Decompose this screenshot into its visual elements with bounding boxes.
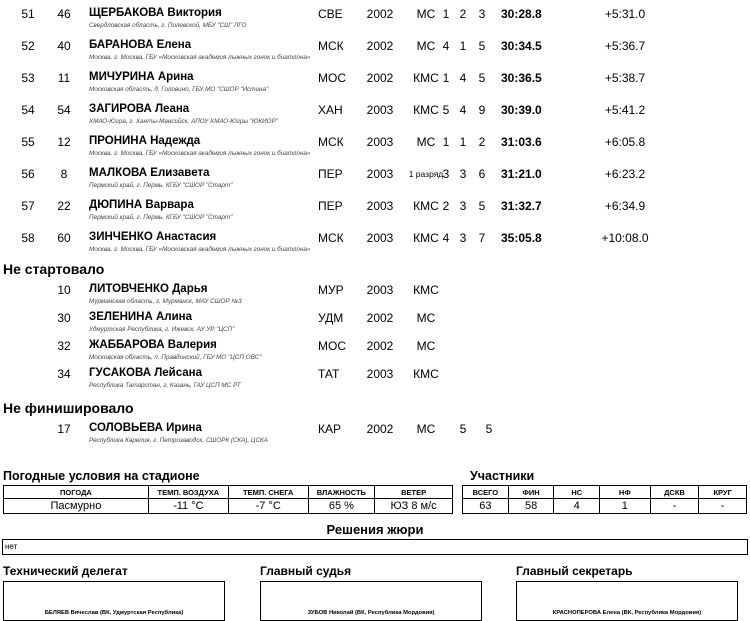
weather-value-row bbox=[4, 499, 453, 514]
dns-row bbox=[0, 309, 750, 337]
birth-year: 2003 bbox=[366, 135, 394, 149]
sport-rank: КМС bbox=[413, 283, 439, 297]
shooting-total: 7 bbox=[478, 231, 486, 245]
participants-header: ВСЕГО bbox=[463, 486, 509, 499]
result-time: 35:05.8 bbox=[501, 231, 542, 245]
result-row bbox=[0, 5, 750, 33]
birth-year: 2003 bbox=[366, 283, 394, 297]
athlete-name: ГУСАКОВА Лейсана bbox=[89, 367, 203, 379]
shooting-1: 5 bbox=[442, 103, 450, 117]
athlete-name: ЛИТОВЧЕНКО Дарья bbox=[89, 283, 208, 295]
shooting-2: 3 bbox=[459, 231, 467, 245]
jury-decision-text: нет bbox=[5, 542, 18, 551]
shooting-1: 2 bbox=[442, 199, 450, 213]
athlete-team: Московская область, д. Головино, ГБУ МО "СШОР "Истина" bbox=[89, 86, 269, 93]
dns-count: 4 bbox=[554, 499, 600, 514]
birth-year: 2003 bbox=[366, 231, 394, 245]
result-row bbox=[0, 133, 750, 161]
dns-row bbox=[0, 365, 750, 393]
participants-title: Участники bbox=[470, 469, 535, 483]
sport-rank: 1 разряд bbox=[408, 169, 444, 179]
shooting-total: 9 bbox=[478, 103, 486, 117]
chief-secretary-name: КРАСНОПЕРОВА Елена (ВК, Республика Мордовия) bbox=[552, 610, 702, 616]
total-count: 63 bbox=[463, 499, 509, 514]
place: 51 bbox=[21, 7, 35, 21]
place: 57 bbox=[21, 199, 35, 213]
birth-year: 2002 bbox=[366, 422, 394, 436]
result-time: 31:32.7 bbox=[501, 199, 542, 213]
result-time: 30:39.0 bbox=[501, 103, 542, 117]
athlete-team: Москва, г. Москва, ГБУ «Московская академия лыжных гонок и биатлона» bbox=[89, 246, 311, 253]
result-time: 31:21.0 bbox=[501, 167, 542, 181]
dnf-section-title: Не финишировало bbox=[3, 400, 134, 416]
dns-row bbox=[0, 337, 750, 365]
region: МСК bbox=[318, 231, 344, 245]
athlete-team: Пермский край, г. Пермь, КГБУ "СШОР "Старт" bbox=[89, 214, 233, 221]
participants-header: КРУГ bbox=[699, 486, 747, 499]
sport-rank: КМС bbox=[413, 71, 439, 85]
region: МУР bbox=[318, 283, 344, 297]
place: 56 bbox=[21, 167, 35, 181]
shooting-total: 3 bbox=[478, 7, 486, 21]
bib-number: 12 bbox=[57, 135, 71, 149]
region: МОС bbox=[318, 339, 346, 353]
time-gap: +5:38.7 bbox=[604, 71, 646, 85]
dnf-count: 1 bbox=[600, 499, 651, 514]
region: МСК bbox=[318, 39, 344, 53]
birth-year: 2002 bbox=[366, 39, 394, 53]
chief-secretary-title: Главный секретарь bbox=[516, 564, 633, 578]
chief-judge-name: ЗУБОВ Николай (ВК, Республика Мордовия) bbox=[307, 610, 435, 616]
weather-condition: Пасмурно bbox=[4, 499, 149, 514]
athlete-name: СОЛОВЬЕВА Ирина bbox=[89, 422, 202, 434]
athlete-name: МАЛКОВА Елизавета bbox=[89, 167, 210, 179]
result-time: 31:03.6 bbox=[501, 135, 542, 149]
weather-header-row bbox=[4, 486, 453, 499]
athlete-name: ЗЕЛЕНИНА Алина bbox=[89, 311, 193, 323]
time-gap: +5:41.2 bbox=[604, 103, 646, 117]
shooting-total: 5 bbox=[478, 199, 486, 213]
result-time: 30:36.5 bbox=[501, 71, 542, 85]
place: 54 bbox=[21, 103, 35, 117]
place: 52 bbox=[21, 39, 35, 53]
snow-temperature: -7 °C bbox=[228, 499, 308, 514]
sport-rank: КМС bbox=[413, 231, 439, 245]
region: КАР bbox=[318, 422, 341, 436]
shooting-total: 5 bbox=[478, 71, 486, 85]
result-row bbox=[0, 229, 750, 257]
participants-header-row bbox=[463, 486, 747, 499]
region: СВЕ bbox=[318, 7, 343, 21]
birth-year: 2002 bbox=[366, 339, 394, 353]
dns-section-title: Не стартовало bbox=[3, 261, 105, 277]
finished-count: 58 bbox=[508, 499, 554, 514]
athlete-name: МИЧУРИНА Арина bbox=[89, 71, 194, 83]
region: ПЕР bbox=[318, 167, 343, 181]
athlete-team: Свердловская область, г. Полевской, МБУ "СШ" ЛГО bbox=[89, 22, 247, 29]
chief-judge-title: Главный судья bbox=[260, 564, 352, 578]
athlete-name: ЗИНЧЕНКО Анастасия bbox=[89, 231, 217, 243]
athlete-team: Пермский край, г. Пермь, КГБУ "СШОР "Старт" bbox=[89, 182, 233, 189]
athlete-name: ЖАББАРОВА Валерия bbox=[89, 339, 217, 351]
athlete-team: Мурманская область, г. Мурманск, МАУ СШОР №3 bbox=[89, 298, 242, 305]
shooting-2: 3 bbox=[459, 167, 467, 181]
weather-header: ПОГОДА bbox=[4, 486, 149, 499]
athlete-name: ПРОНИНА Надежда bbox=[89, 135, 201, 147]
participants-header: НФ bbox=[600, 486, 651, 499]
bib-number: 10 bbox=[57, 283, 71, 297]
time-gap: +5:36.7 bbox=[604, 39, 646, 53]
participants-table bbox=[462, 485, 747, 514]
athlete-team: Москва, г. Москва, ГБУ «Московская академия лыжных гонок и биатлона» bbox=[89, 150, 311, 157]
sport-rank: МС bbox=[416, 39, 436, 53]
birth-year: 2003 bbox=[366, 167, 394, 181]
result-row bbox=[0, 37, 750, 65]
birth-year: 2003 bbox=[366, 367, 394, 381]
chief-secretary-signature-box bbox=[516, 581, 738, 621]
birth-year: 2002 bbox=[366, 71, 394, 85]
shooting-1: 5 bbox=[459, 422, 467, 436]
result-row bbox=[0, 197, 750, 225]
participants-header: ФИН bbox=[508, 486, 554, 499]
shooting-1: 4 bbox=[442, 231, 450, 245]
athlete-name: ДЮПИНА Варвара bbox=[89, 199, 194, 211]
sport-rank: КМС bbox=[413, 199, 439, 213]
weather-header: ТЕМП. СНЕГА bbox=[228, 486, 308, 499]
weather-header: ВЛАЖНОСТЬ bbox=[308, 486, 375, 499]
bib-number: 60 bbox=[57, 231, 71, 245]
bib-number: 11 bbox=[57, 71, 71, 85]
shooting-2: 4 bbox=[459, 103, 467, 117]
shooting-1: 1 bbox=[442, 71, 450, 85]
humidity: 65 % bbox=[308, 499, 375, 514]
region: МОС bbox=[318, 71, 346, 85]
time-gap: +10:08.0 bbox=[601, 231, 649, 245]
shooting-1: 1 bbox=[442, 135, 450, 149]
shooting-2: 4 bbox=[459, 71, 467, 85]
technical-delegate-name: БЕЛЯЕВ Вячеслав (ВК, Удмуртская Республика) bbox=[44, 610, 184, 616]
birth-year: 2003 bbox=[366, 199, 394, 213]
region: УДМ bbox=[318, 311, 344, 325]
shooting-total: 5 bbox=[485, 422, 493, 436]
bib-number: 17 bbox=[57, 422, 71, 436]
region: ТАТ bbox=[318, 367, 340, 381]
air-temperature: -11 °C bbox=[148, 499, 228, 514]
participants-header: ДСКВ bbox=[650, 486, 699, 499]
bib-number: 22 bbox=[57, 199, 71, 213]
sport-rank: МС bbox=[416, 311, 436, 325]
bib-number: 54 bbox=[57, 103, 71, 117]
bib-number: 40 bbox=[57, 39, 71, 53]
shooting-2: 1 bbox=[459, 39, 467, 53]
dsq-count: - bbox=[650, 499, 699, 514]
sport-rank: КМС bbox=[413, 367, 439, 381]
bib-number: 46 bbox=[57, 7, 71, 21]
time-gap: +5:31.0 bbox=[604, 7, 646, 21]
time-gap: +6:23.2 bbox=[604, 167, 646, 181]
jury-decision-box bbox=[2, 539, 748, 555]
athlete-name: БАРАНОВА Елена bbox=[89, 39, 192, 51]
technical-delegate-signature-box bbox=[3, 581, 225, 621]
athlete-team: Удмуртская Республика, г. Ижевск, АУ УР "ЦСП" bbox=[89, 326, 235, 333]
athlete-name: ЩЕРБАКОВА Виктория bbox=[89, 7, 222, 19]
shooting-1: 1 bbox=[442, 7, 450, 21]
result-row bbox=[0, 101, 750, 129]
weather-header: ТЕМП. ВОЗДУХА bbox=[148, 486, 228, 499]
shooting-total: 2 bbox=[478, 135, 486, 149]
place: 53 bbox=[21, 71, 35, 85]
sport-rank: КМС bbox=[413, 103, 439, 117]
sport-rank: МС bbox=[416, 7, 436, 21]
technical-delegate-title: Технический делегат bbox=[3, 564, 128, 578]
weather-title: Погодные условия на стадионе bbox=[3, 469, 200, 483]
wind: ЮЗ 8 м/с bbox=[375, 499, 453, 514]
result-row bbox=[0, 165, 750, 193]
shooting-2: 1 bbox=[459, 135, 467, 149]
time-gap: +6:05.8 bbox=[604, 135, 646, 149]
sport-rank: МС bbox=[416, 422, 436, 436]
athlete-team: Московская область, п. Правдинский, ГБУ МО "ЦСП ОВС" bbox=[89, 354, 262, 361]
bib-number: 8 bbox=[60, 167, 68, 181]
result-row bbox=[0, 69, 750, 97]
bib-number: 34 bbox=[57, 367, 71, 381]
place: 58 bbox=[21, 231, 35, 245]
bib-number: 30 bbox=[57, 311, 71, 325]
athlete-team: ХМАО-Югра, г. Ханты-Мансийск, АПОУ ХМАО-Югры "ЮКИОР" bbox=[89, 118, 278, 125]
time-gap: +6:34.9 bbox=[604, 199, 646, 213]
shooting-2: 2 bbox=[459, 7, 467, 21]
athlete-team: Республика Татарстан, г. Казань, ГАУ ЦСП МС РТ bbox=[89, 382, 241, 389]
shooting-total: 6 bbox=[478, 167, 486, 181]
shooting-total: 5 bbox=[478, 39, 486, 53]
shooting-1: 4 bbox=[442, 39, 450, 53]
weather-header: ВЕТЕР bbox=[375, 486, 453, 499]
region: МСК bbox=[318, 135, 344, 149]
dns-row bbox=[0, 281, 750, 309]
dnf-row bbox=[0, 420, 750, 448]
region: ПЕР bbox=[318, 199, 343, 213]
shooting-2: 3 bbox=[459, 199, 467, 213]
chief-judge-signature-box bbox=[260, 581, 482, 621]
weather-table bbox=[3, 485, 453, 514]
result-time: 30:34.5 bbox=[501, 39, 542, 53]
place: 55 bbox=[21, 135, 35, 149]
jury-title: Решения жюри bbox=[326, 522, 424, 537]
region: ХАН bbox=[318, 103, 343, 117]
participants-value-row bbox=[463, 499, 747, 514]
sport-rank: МС bbox=[416, 135, 436, 149]
birth-year: 2002 bbox=[366, 311, 394, 325]
lapped-count: - bbox=[699, 499, 747, 514]
sport-rank: МС bbox=[416, 339, 436, 353]
result-time: 30:28.8 bbox=[501, 7, 542, 21]
birth-year: 2002 bbox=[366, 7, 394, 21]
athlete-team: Москва, г. Москва, ГБУ «Московская академия лыжных гонок и биатлона» bbox=[89, 54, 311, 61]
athlete-team: Республика Карелия, г. Петрозаводск, СШОРК (СКА), ЦСКА bbox=[89, 437, 268, 444]
birth-year: 2003 bbox=[366, 103, 394, 117]
participants-header: НС bbox=[554, 486, 600, 499]
athlete-name: ЗАГИРОВА Леана bbox=[89, 103, 190, 115]
bib-number: 32 bbox=[57, 339, 71, 353]
shooting-1: 3 bbox=[442, 167, 450, 181]
